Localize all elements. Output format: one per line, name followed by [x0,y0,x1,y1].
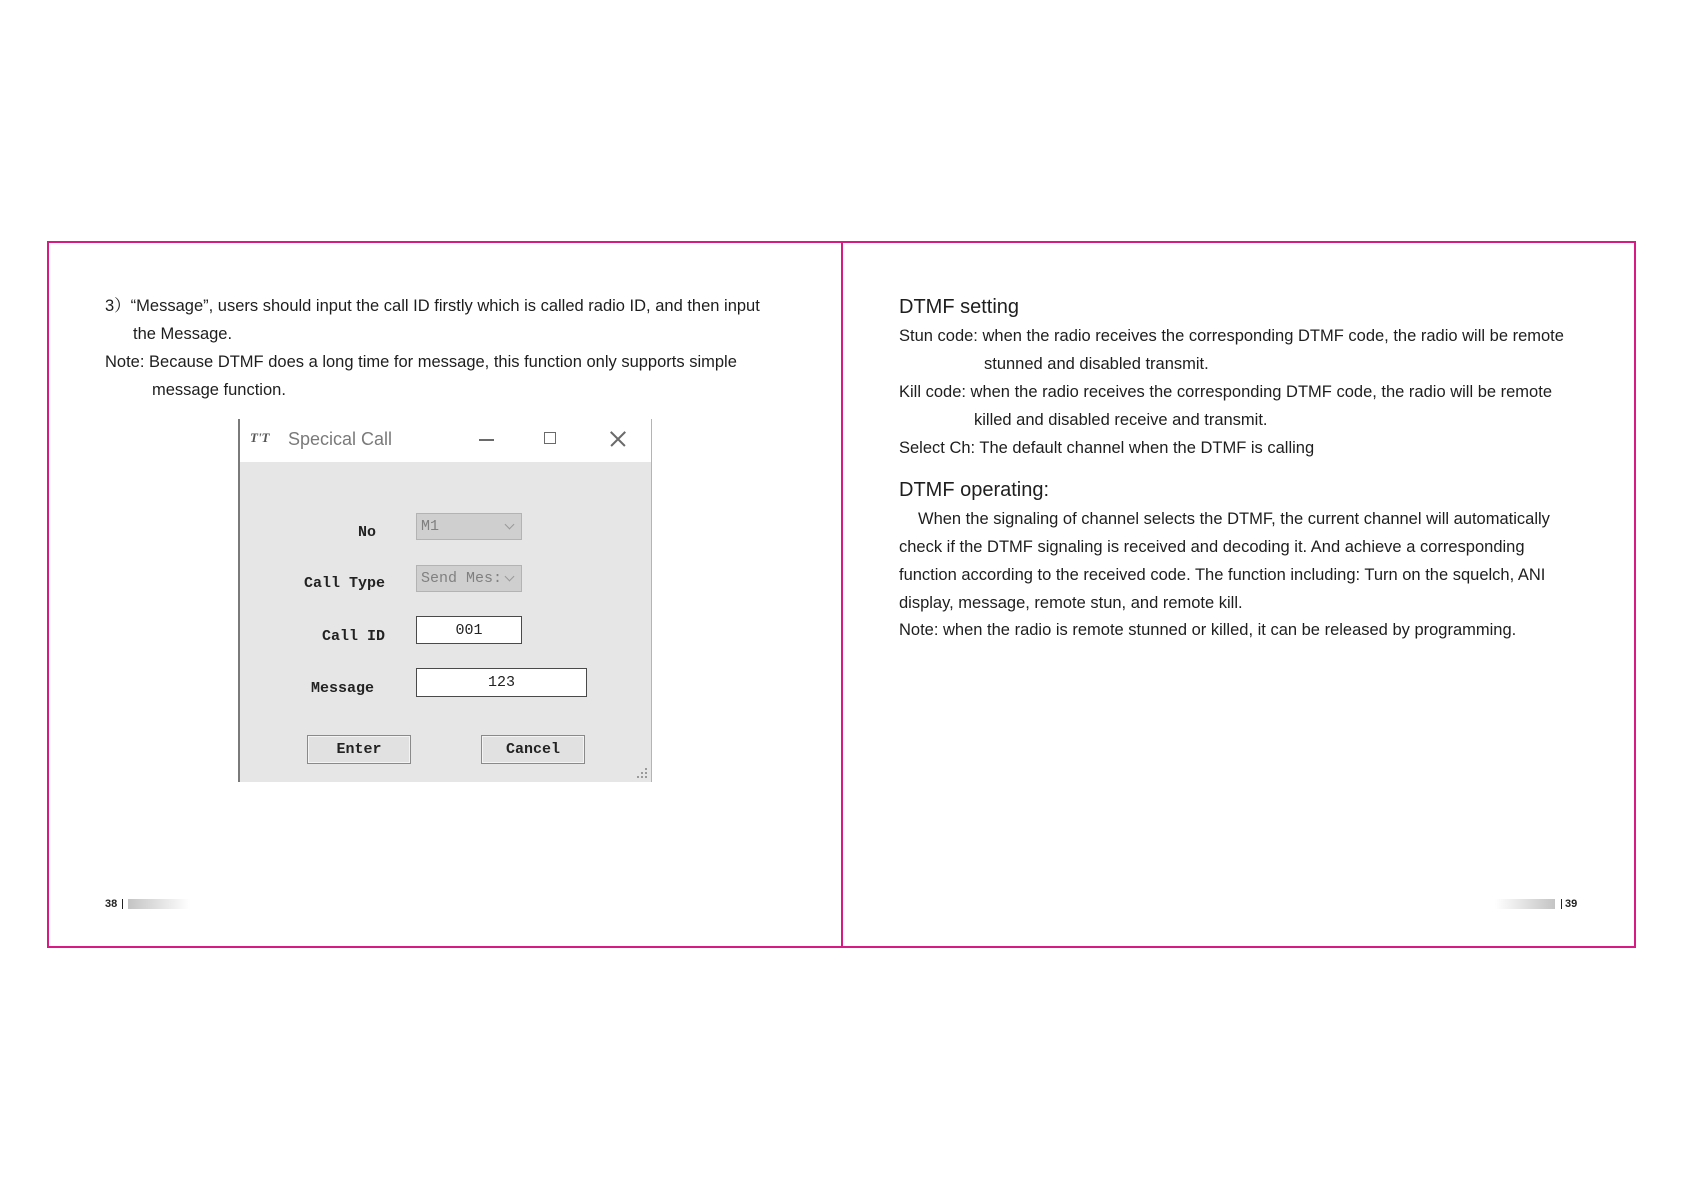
operating-text-line: When the signaling of channel selects the DTMF, the current channel will automatically [918,510,1550,528]
select-ch-text: Select Ch: The default channel when the DTMF is calling [899,439,1315,457]
page-number-bar [128,899,190,909]
kill-code-text-continued: killed and disabled receive and transmit. [974,411,1268,429]
kill-code-text: Kill code: when the radio receives the corresponding DTMF code, the radio will be remote [899,383,1552,401]
message-step-text-continued: the Message. [133,325,233,343]
operating-text-line: display, message, remote stun, and remote kill. [899,594,1243,612]
message-label: Message [311,680,375,697]
page-number-bar [1495,899,1555,909]
dtmf-operating-heading: DTMF operating: [899,479,1050,501]
page-number-separator [122,899,123,909]
message-step-text: 3）“Message”, users should input the call ID firstly which is called radio ID, and then input [105,297,760,315]
no-select[interactable] [416,513,522,540]
operating-text-line: function according to the received code. The function including: Turn on the squelch, ANI [899,566,1546,584]
stun-code-text-continued: stunned and disabled transmit. [984,355,1209,373]
stun-code-text: Stun code: when the radio receives the corresponding DTMF code, the radio will be remote [899,327,1564,345]
operating-text-line: check if the DTMF signaling is received and decoding it. And achieve a corresponding [899,538,1525,556]
no-label: No [358,524,377,541]
resize-grip[interactable] [636,768,648,780]
page-divider [841,241,843,948]
page-number-separator [1561,899,1562,909]
dialog-border-right [651,419,652,782]
note-text: Note: Because DTMF does a long time for message, this function only supports simple [105,353,737,371]
left-page-number: 38 [105,898,118,910]
call-type-select-value: Send Mes: [421,570,503,587]
call-id-label: Call ID [322,628,386,645]
message-input[interactable] [416,668,587,697]
special-call-dialog [238,419,652,782]
minimize-icon[interactable] [479,439,494,441]
dialog-titlebar[interactable] [238,419,652,462]
close-icon[interactable] [609,430,627,448]
call-type-select[interactable] [416,565,522,592]
maximize-icon[interactable] [544,432,556,444]
dtmf-setting-heading: DTMF setting [899,296,1020,318]
no-select-value: M1 [421,518,440,535]
app-logo: T'T [250,430,270,445]
right-page-number: 39 [1565,898,1578,910]
dialog-title: Specical Call [288,429,393,449]
enter-button[interactable]: Enter [307,735,411,764]
cancel-button[interactable]: Cancel [481,735,585,764]
dialog-border-left [238,419,240,782]
chevron-down-icon [505,572,515,582]
note-text-continued: message function. [152,381,286,399]
call-id-input[interactable] [416,616,522,644]
chevron-down-icon [505,520,515,530]
operating-note-text: Note: when the radio is remote stunned or killed, it can be released by programming. [899,621,1517,639]
call-type-label: Call Type [304,575,386,592]
